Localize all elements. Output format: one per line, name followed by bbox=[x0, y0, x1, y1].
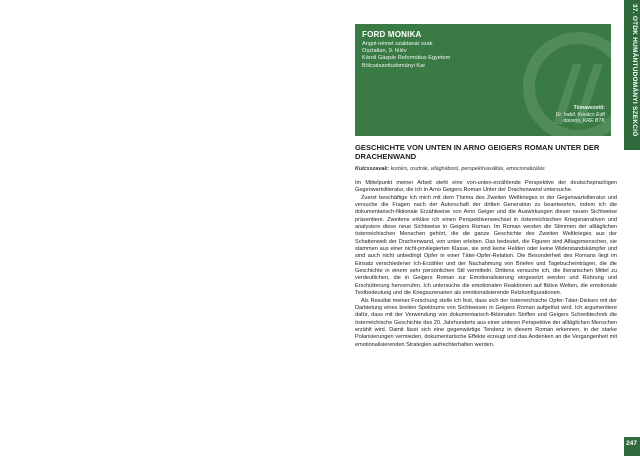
author-name: FORD MONIKA bbox=[362, 30, 422, 39]
supervisor-name: Dr. habil. Kovács Edit bbox=[555, 111, 605, 118]
section-label: 37. OTDK HUMÁNTUDOMÁNYI SZEKCIÓ bbox=[631, 4, 638, 137]
keywords-line bbox=[355, 166, 617, 172]
section-side-tab bbox=[624, 0, 640, 150]
affiliation-line: Osztatlan, 9. félév bbox=[362, 48, 407, 55]
article-body bbox=[355, 180, 617, 349]
affiliation-line: Károli Gáspár Református Egyetem bbox=[362, 55, 451, 62]
article-title: GESCHICHTE VON UNTEN IN ARNO GEIGERS ROMAN UNTER DER DRACHENWAND bbox=[355, 143, 600, 162]
page-number-tab bbox=[624, 437, 640, 456]
body-paragraph: Zuerst beschäftige ich mich mit dem Thema des Zweiten Weltkrieges in der Gegenwartsliteratur und versuche die Fragen nach der Autorschaft der dritten Generation zu beantworten, indem ich die dokumentarisch-fiktionale Erzählweise von Arno Geiger und die Auswirkungen dieser neuen Sichtweise präsentiere. Zweitens erkläre ich einen Perspektivenwechsel in österreichischen Kriegsnarrativen und analysiere diese neue Sichtweise in Geigers Roman. Im Roman werden die Stimmen der alltäglichen österreichischen Menschen gehört, die die ganze Geschichte des Zweiten Weltkrieges aus der Schattenwelt der Drachenwand, von unten erleben. Das bedeutet, die Figuren sind Alltagsmenschen, sie stammen aus einer nicht-privilegierten Klasse, sie sind keine Helden oder keine Widerstandskämpfer und sind auch nicht unbedingt Opfer in einer Täter-Opfer-Relation. Die Besonderheit des Romans liegt im Einsatz verschiedener Ich-Erzähler und der Nachahmung von Briefen und Tagebucheinträgen, die die Geschichte in einem sehr persönlichen Stil vermitteln. Drittens versuche ich, die literarischen Mittel zu verdeutlichen, die in Geigers Roman zur Emotionalisierung eingesetzt werden und Rührung und Erschütterung hervorrufen. Ich untersuche die emotionalen Reaktionen auf fiktive Welten, die emotionale Textbedeutung und die Kriegsszenarien als emotionalisierende Reizkonfigurationen. bbox=[355, 194, 617, 297]
author-header-box bbox=[355, 24, 611, 136]
body-paragraph: Im Mittelpunkt meiner Arbeit steht eine von-unten-erzählende Perspektive der deutschsprachigen Gegenwartsliteratur, die ich in Arno Geigers Roman Unter der Drachenwand untersuche. bbox=[355, 180, 617, 194]
page-number: 247 bbox=[626, 440, 637, 447]
affiliation-line: Angol-német szaktanár szak bbox=[362, 41, 433, 47]
body-paragraph: Als Resultat meiner Forschung stelle ich fest, dass sich der österreichische Opfer-Täter-Diskurs mit der Darbietung eines breiten Spektrums von Sichtweisen in Geigers Roman aufgelöst wird. Ich argumentiere dafür, dass mit der Verwendung von dokumentarisch-fiktionalen Stoffen und Geigers Schreibtechnik die österreichische Geschichte des 20. Jahrhunderts aus einer unteren Perspektive der alltäglichen Menschen erzählt wird. Damit lässt sich eine gegenwärtige Tendenz in diesem Roman erkennen, in der starke Polarisierungen vermieden, dokumentarische Effekte erzeugt und das Andenken an die Vergangenheit mit emotionalisierenden Strategien aufrechterhalten werden. bbox=[355, 297, 617, 348]
author-affiliation bbox=[362, 41, 450, 70]
supervisor-block bbox=[556, 105, 605, 125]
keywords-label: Kulcsszavak: bbox=[355, 166, 390, 172]
supervisor-label: Témavezető: bbox=[573, 105, 605, 111]
affiliation-line: Bölcsészettudományi Kar bbox=[362, 62, 426, 69]
supervisor-title: docens, KRE BTK bbox=[563, 118, 605, 125]
keywords-text: kortárs, osztrák, világháború, perspektívaváltás, emocionalizálás bbox=[390, 166, 545, 172]
